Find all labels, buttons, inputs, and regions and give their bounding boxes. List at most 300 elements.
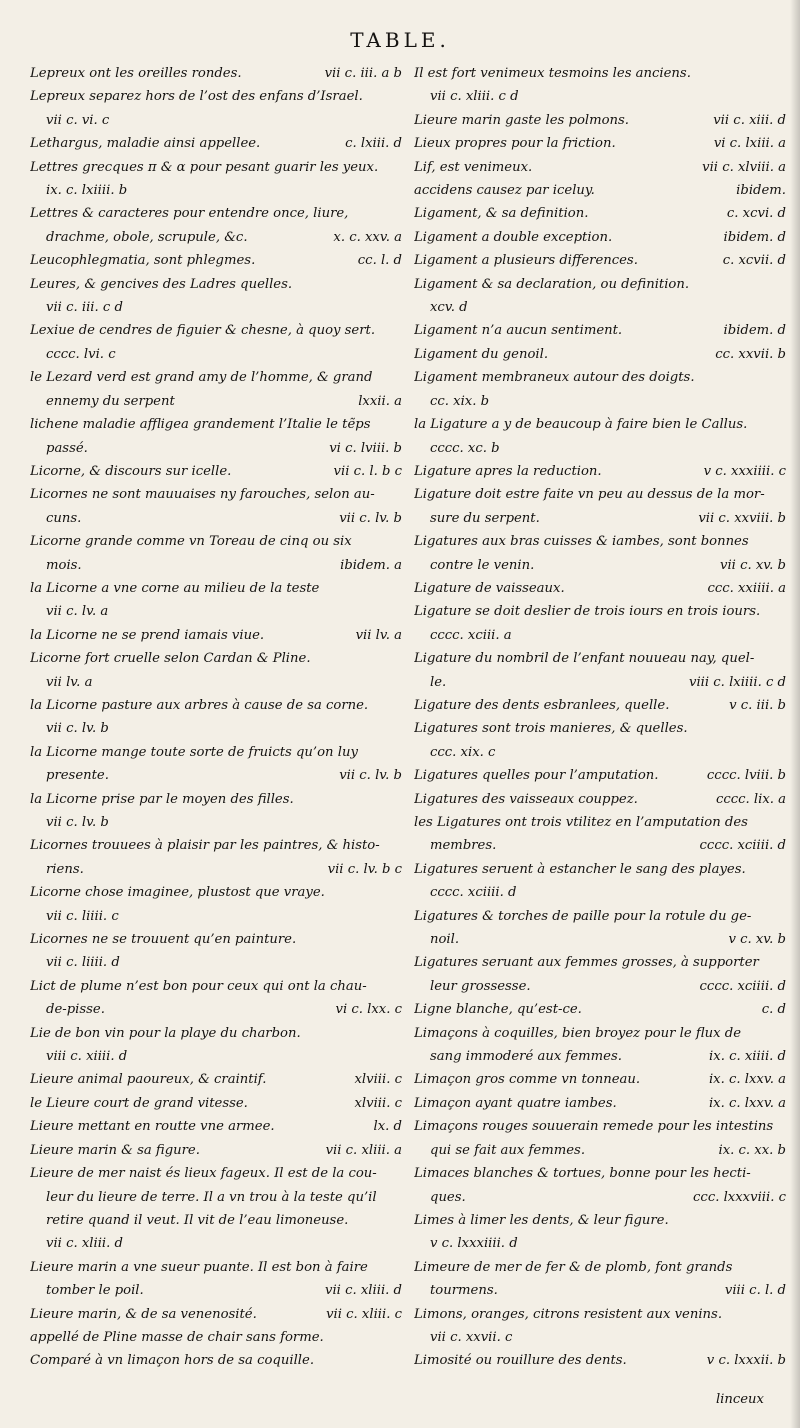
entry-text: Limons, oranges, citrons resistent aux venins. [414, 1306, 723, 1322]
entry-text: Lethargus, maladie ainsi appellee. [30, 136, 261, 152]
entry-reference: vi c. lviii. b [329, 440, 402, 456]
entry-reference: ccc. lxxxviii. c [693, 1189, 786, 1205]
entry-reference: vii c. xv. b [720, 557, 786, 573]
index-entry [30, 249, 402, 272]
index-entry [30, 273, 402, 320]
entry-line [30, 273, 402, 296]
entry-reference: vi c. lxiii. a [713, 136, 786, 152]
index-entry [414, 1303, 786, 1350]
entry-line [30, 530, 402, 553]
entry-text: Lexiue de cendres de figuier & chesne, à quoy sert. [30, 323, 376, 339]
entry-reference: lx. d [373, 1119, 402, 1135]
entry-line [414, 530, 786, 553]
entry-text: passé. [46, 440, 88, 456]
entry-text: membres. [430, 838, 497, 854]
index-entry [414, 1162, 786, 1209]
entry-reference: v c. iii. b [729, 697, 786, 713]
entry-line [414, 226, 786, 249]
index-entry [414, 460, 786, 483]
entry-reference: cc. l. d [357, 253, 402, 269]
entry-reference: vii c. l. b c [333, 463, 402, 479]
entry-continuation [30, 226, 402, 249]
entry-text: vii c. vi. c [46, 112, 110, 128]
entry-text: la Licorne a vne corne au milieu de la teste [30, 580, 320, 596]
entry-line [30, 881, 402, 904]
entry-line [414, 1162, 786, 1185]
entry-line [30, 1349, 402, 1372]
index-entry [414, 647, 786, 694]
entry-line [30, 460, 402, 483]
entry-line [414, 179, 786, 202]
index-entry [414, 202, 786, 225]
entry-continuation [30, 343, 402, 366]
entry-line [30, 319, 402, 342]
entry-text: Ligatures quelles pour l’amputation. [414, 768, 659, 784]
right-column [414, 62, 786, 1373]
index-entry [30, 881, 402, 928]
page-edge-shadow [790, 0, 800, 1428]
entry-line [30, 413, 402, 436]
index-entry [30, 975, 402, 1022]
entry-text: v c. lxxxiiii. d [430, 1236, 518, 1252]
entry-text: Leucophlegmatia, sont phlegmes. [30, 253, 256, 269]
entry-text: vii c. xxvii. c [430, 1329, 513, 1345]
entry-line [30, 62, 402, 85]
entry-reference: vii lv. a [355, 627, 402, 643]
entry-reference: c. d [761, 1002, 786, 1018]
entry-text: Ligatures sont trois manieres, & quelles. [414, 721, 688, 737]
entry-reference: xlviii. c [354, 1095, 402, 1111]
entry-continuation [30, 811, 402, 834]
entry-continuation [30, 1209, 402, 1232]
entry-line [414, 1349, 786, 1372]
index-entry [414, 577, 786, 600]
index-entry [414, 343, 786, 366]
entry-continuation [30, 390, 402, 413]
index-entry [414, 226, 786, 249]
entry-text: Limaçon ayant quatre iambes. [414, 1095, 617, 1111]
entry-continuation [30, 905, 402, 928]
entry-text: Ligature du nombril de l’enfant nouueau nay, quel- [414, 651, 755, 667]
entry-reference: vii c. lv. b [339, 510, 402, 526]
index-entry [414, 109, 786, 132]
entry-reference: vi c. lxx. c [335, 1002, 402, 1018]
index-entry [30, 577, 402, 624]
entry-text: Ligament & sa declaration, ou definition. [414, 276, 690, 292]
entry-continuation [30, 671, 402, 694]
entry-line [414, 1209, 786, 1232]
entry-text: Ligatures & torches de paille pour la rotule du ge- [414, 908, 752, 924]
entry-text: vii c. xliii. c d [430, 89, 519, 105]
entry-line [30, 132, 402, 155]
entry-text: Ligature se doit deslier de trois iours en trois iours. [414, 604, 761, 620]
entry-continuation [30, 507, 402, 530]
index-entry [414, 319, 786, 342]
entry-text: Lieure marin a vne sueur puante. Il est bon à faire [30, 1259, 368, 1275]
index-entry [414, 132, 786, 155]
entry-line [30, 694, 402, 717]
index-entry [414, 530, 786, 577]
entry-line [30, 1162, 402, 1185]
entry-reference: cccc. lix. a [715, 791, 786, 807]
entry-text: Ligature doit estre faite vn peu au dessus de la mor- [414, 487, 765, 503]
entry-reference: vii c. xlviii. a [702, 159, 786, 175]
index-entry [414, 905, 786, 952]
entry-continuation [30, 437, 402, 460]
index-entry [30, 366, 402, 413]
entry-continuation [414, 834, 786, 857]
entry-reference: x. c. xxv. a [333, 229, 402, 245]
entry-reference: lxxii. a [358, 393, 402, 409]
index-entry [30, 1068, 402, 1091]
entry-text: cccc. xc. b [430, 440, 500, 456]
entry-text: mois. [46, 557, 82, 573]
entry-reference: vii c. xxviii. b [698, 510, 786, 526]
entry-text: Licornes trouuees à plaisir par les paintres, & histo- [30, 838, 380, 854]
entry-reference: viii c. l. d [724, 1283, 786, 1299]
entry-text: vii c. lv. b [46, 721, 109, 737]
entry-continuation [414, 1279, 786, 1302]
entry-continuation [414, 554, 786, 577]
entry-text: ques. [430, 1189, 466, 1205]
entry-reference: cccc. xciiii. d [699, 978, 786, 994]
entry-text: Lie de bon vin pour la playe du charbon. [30, 1025, 301, 1041]
entry-text: accidens causez par iceluy. [414, 183, 595, 199]
entry-continuation [30, 951, 402, 974]
index-entry [414, 156, 786, 179]
entry-text: le. [430, 674, 447, 690]
entry-text: drachme, obole, scrupule, &c. [46, 229, 248, 245]
index-entry [30, 1349, 402, 1372]
entry-text: Ligament n’a aucun sentiment. [414, 323, 623, 339]
entry-reference: vii c. xiii. d [713, 112, 786, 128]
entry-reference: vii c. iii. a b [324, 66, 402, 81]
entry-line [414, 577, 786, 600]
entry-continuation [414, 507, 786, 530]
entry-line [30, 366, 402, 389]
index-entry [30, 62, 402, 85]
index-entry [30, 647, 402, 694]
index-entry [30, 1256, 402, 1303]
entry-text: ennemy du serpent [46, 393, 175, 409]
entry-continuation [414, 671, 786, 694]
entry-text: presente. [46, 768, 109, 784]
entry-text: sang immoderé aux femmes. [430, 1049, 622, 1065]
index-entry [30, 624, 402, 647]
index-entry [30, 319, 402, 366]
entry-line [414, 319, 786, 342]
entry-continuation [414, 1326, 786, 1349]
index-entry [30, 1326, 402, 1349]
entry-line [414, 764, 786, 787]
entry-text: cccc. xciii. a [430, 627, 512, 643]
index-entry [414, 998, 786, 1021]
entry-continuation [30, 179, 402, 202]
entry-line [30, 1303, 402, 1326]
index-entry [414, 1092, 786, 1115]
entry-continuation [414, 296, 786, 319]
entry-text: Licornes ne sont mauuaises ny farouches, selon au- [30, 487, 375, 503]
entry-text: Lieux propres pour la friction. [414, 136, 616, 152]
entry-line [414, 483, 786, 506]
entry-reference: vii c. xliii. a [325, 1142, 402, 1158]
entry-reference: v c. lxxxii. b [706, 1353, 786, 1369]
entry-text: Ligne blanche, qu’est-ce. [414, 1002, 582, 1018]
entry-line [30, 156, 402, 179]
entry-line [414, 600, 786, 623]
index-entry [30, 132, 402, 155]
entry-reference: ibidem. a [340, 557, 402, 573]
index-entry [414, 951, 786, 998]
entry-reference: c. lxiii. d [345, 136, 402, 152]
index-entry [414, 1209, 786, 1256]
entry-reference: vii c. xliii. c [326, 1306, 402, 1322]
index-entry [414, 1115, 786, 1162]
entry-text: la Licorne ne se prend iamais viue. [30, 627, 265, 643]
entry-text: cccc. lvi. c [46, 346, 116, 362]
index-entry [30, 85, 402, 132]
index-entry [30, 741, 402, 788]
index-entry [414, 413, 786, 460]
entry-text: le Lezard verd est grand amy de l’homme, & grand [30, 370, 373, 386]
entry-text: vii c. lv. a [46, 604, 109, 620]
entry-text: Limaçons rouges souuerain remede pour les intestins [414, 1119, 774, 1135]
index-entry [30, 1092, 402, 1115]
entry-text: contre le venin. [430, 557, 535, 573]
entry-text: de-pisse. [46, 1002, 105, 1018]
entry-text: noil. [430, 932, 460, 948]
entry-text: Ligament a plusieurs differences. [414, 253, 638, 269]
entry-text: Ligature de vaisseaux. [414, 580, 565, 596]
index-entry [414, 1022, 786, 1069]
index-entry [30, 483, 402, 530]
entry-continuation [414, 1139, 786, 1162]
entry-continuation [414, 881, 786, 904]
index-entry [30, 788, 402, 835]
entry-text: ccc. xix. c [430, 744, 496, 760]
index-entry [414, 179, 786, 202]
entry-continuation [30, 1279, 402, 1302]
entry-line [30, 1115, 402, 1138]
entry-continuation [30, 717, 402, 740]
index-entry [414, 764, 786, 787]
entry-text: Lepreux ont les oreilles rondes. [30, 66, 242, 81]
entry-reference: xlviii. c [354, 1072, 402, 1088]
index-entry [414, 858, 786, 905]
entry-text: Ligament a double exception. [414, 229, 613, 245]
entry-text: Lieure marin gaste les polmons. [414, 112, 629, 128]
index-entry [30, 156, 402, 203]
entry-line [30, 202, 402, 225]
entry-line [414, 694, 786, 717]
entry-text: tomber le poil. [46, 1283, 144, 1299]
entry-text: Ligament, & sa definition. [414, 206, 589, 222]
index-entry [30, 1162, 402, 1256]
entry-text: riens. [46, 861, 84, 877]
entry-text: Ligatures aux bras cuisses & iambes, sont bonnes [414, 534, 749, 550]
entry-continuation [414, 85, 786, 108]
entry-reference: ibidem. [736, 183, 786, 199]
entry-text: vii c. liiii. d [46, 955, 120, 971]
entry-line [30, 577, 402, 600]
entry-text: Limeure de mer de fer & de plomb, font grands [414, 1259, 733, 1275]
entry-reference: vii c. lv. b c [327, 861, 402, 877]
entry-reference: ibidem. d [723, 323, 786, 339]
entry-continuation [414, 437, 786, 460]
entry-text: lichene maladie affligea grandement l’Italie le tẽps [30, 417, 371, 433]
entry-text: ix. c. lxiiii. b [46, 183, 128, 199]
entry-reference: cc. xxvii. b [715, 346, 786, 362]
entry-text: Limosité ou rouillure des dents. [414, 1353, 627, 1369]
entry-reference: c. xcvi. d [726, 206, 786, 222]
index-entry [30, 928, 402, 975]
index-entry [30, 1115, 402, 1138]
entry-line [414, 905, 786, 928]
entry-line [414, 273, 786, 296]
entry-text: Lieure animal paoureux, & craintif. [30, 1072, 267, 1088]
entry-line [414, 1256, 786, 1279]
entry-line [414, 951, 786, 974]
entry-text: Lettres & caracteres pour entendre once, liure, [30, 206, 349, 222]
entry-line [414, 156, 786, 179]
left-column [30, 62, 402, 1373]
entry-line [414, 811, 786, 834]
page-header: TABLE. [350, 28, 450, 52]
entry-text: Lepreux separez hors de l’ost des enfans d’Israel. [30, 89, 363, 105]
entry-continuation [30, 296, 402, 319]
entry-text: Ligature des dents esbranlees, quelle. [414, 697, 670, 713]
entry-text: Lieure de mer naist és lieux fageux. Il est de la cou- [30, 1166, 377, 1182]
entry-reference: vii c. xliii. d [325, 1283, 402, 1299]
entry-line [414, 62, 786, 85]
entry-line [30, 1326, 402, 1349]
index-entry [414, 1068, 786, 1091]
index-entry [414, 483, 786, 530]
entry-text: la Licorne pasture aux arbres à cause de sa corne. [30, 697, 369, 713]
index-entry [414, 249, 786, 272]
entry-text: vii c. lv. b [46, 815, 109, 830]
entry-text: la Ligature a y de beaucoup à faire bien le Callus. [414, 417, 748, 433]
entry-text: Ligatures seruant aux femmes grosses, à supporter [414, 955, 759, 971]
entry-line [30, 483, 402, 506]
entry-reference: viii c. lxiiii. c d [689, 674, 786, 690]
entry-reference: v c. xv. b [728, 932, 786, 948]
entry-text: Il est fort venimeux tesmoins les anciens. [414, 66, 691, 81]
entry-line [414, 460, 786, 483]
index-entry [414, 717, 786, 764]
index-entry [30, 460, 402, 483]
entry-reference: v c. xxxiiii. c [703, 463, 786, 479]
index-entry [414, 1256, 786, 1303]
entry-text: viii c. xiiii. d [46, 1049, 128, 1065]
entry-text: cccc. xciiii. d [430, 885, 517, 901]
entry-line [414, 1068, 786, 1091]
entry-line [30, 249, 402, 272]
entry-text: la Licorne mange toute sorte de fruicts qu’on luy [30, 744, 358, 760]
index-entry [30, 1139, 402, 1162]
entry-text: leur du lieure de terre. Il a vn trou à la teste qu’il [46, 1189, 377, 1205]
entry-text: Limes à limer les dents, & leur figure. [414, 1212, 669, 1228]
entry-continuation [414, 624, 786, 647]
index-entry [30, 1022, 402, 1069]
entry-line [30, 1256, 402, 1279]
index-entry [414, 1349, 786, 1372]
entry-line [30, 647, 402, 670]
entry-reference: cccc. lviii. b [706, 768, 786, 784]
entry-text: Limaces blanches & tortues, bonne pour les hecti- [414, 1166, 751, 1182]
entry-line [414, 366, 786, 389]
entry-text: Lieure marin, & de sa venenosité. [30, 1306, 257, 1322]
entry-text: Limaçon gros comme vn tonneau. [414, 1072, 641, 1088]
index-entry [414, 366, 786, 413]
entry-text: Lieure marin & sa figure. [30, 1142, 200, 1158]
entry-reference: ix. c. lxxv. a [708, 1072, 786, 1088]
entry-text: Licornes ne se trouuent qu’en painture. [30, 932, 297, 948]
entry-text: Lettres grecques π & α pour pesant guarir les yeux. [30, 159, 379, 175]
entry-text: Licorne, & discours sur icelle. [30, 463, 232, 479]
entry-line [30, 1068, 402, 1091]
entry-line [414, 998, 786, 1021]
entry-line [30, 85, 402, 108]
entry-line [414, 109, 786, 132]
entry-line [30, 624, 402, 647]
index-entry [30, 202, 402, 249]
entry-text: Limaçons à coquilles, bien broyez pour le flux de [414, 1025, 742, 1041]
entry-line [414, 1115, 786, 1138]
entry-text: Lict de plume n’est bon pour ceux qui ont la chau- [30, 978, 367, 994]
entry-continuation [30, 998, 402, 1021]
index-entry [30, 834, 402, 881]
entry-text: Ligament membraneux autour des doigts. [414, 370, 695, 386]
entry-text: tourmens. [430, 1283, 498, 1299]
entry-text: Licorne grande comme vn Toreau de cinq ou six [30, 534, 352, 550]
entry-continuation [30, 600, 402, 623]
entry-line [30, 1139, 402, 1162]
entry-continuation [414, 1045, 786, 1068]
entry-text: cc. xix. b [430, 393, 490, 409]
entry-line [30, 975, 402, 998]
entry-reference: vii c. lv. b [339, 768, 402, 784]
entry-text: Comparé à vn limaçon hors de sa coquille. [30, 1353, 315, 1369]
entry-line [30, 1022, 402, 1045]
entry-continuation [414, 1186, 786, 1209]
entry-text: Ligament du genoil. [414, 346, 549, 362]
entry-text: Licorne chose imaginee, plustost que vraye. [30, 885, 325, 901]
entry-line [414, 132, 786, 155]
index-entry [414, 811, 786, 858]
index-entry [30, 530, 402, 577]
entry-continuation [414, 928, 786, 951]
entry-text: Licorne fort cruelle selon Cardan & Pline. [30, 651, 311, 667]
index-entry [414, 273, 786, 320]
entry-text: Ligatures seruent à estancher le sang des playes. [414, 861, 746, 877]
entry-text: Ligatures des vaisseaux couppez. [414, 791, 638, 807]
entry-line [414, 1022, 786, 1045]
entry-line [30, 788, 402, 811]
entry-line [414, 858, 786, 881]
entry-text: vii lv. a [46, 674, 93, 690]
entry-text: vii c. xliii. d [46, 1236, 123, 1252]
index-entry [30, 413, 402, 460]
entry-continuation [30, 1186, 402, 1209]
entry-line [414, 413, 786, 436]
entry-text: Lif, est venimeux. [414, 159, 533, 175]
index-entry [414, 788, 786, 811]
entry-continuation [414, 975, 786, 998]
entry-line [414, 1092, 786, 1115]
index-entry [30, 694, 402, 741]
entry-continuation [414, 390, 786, 413]
